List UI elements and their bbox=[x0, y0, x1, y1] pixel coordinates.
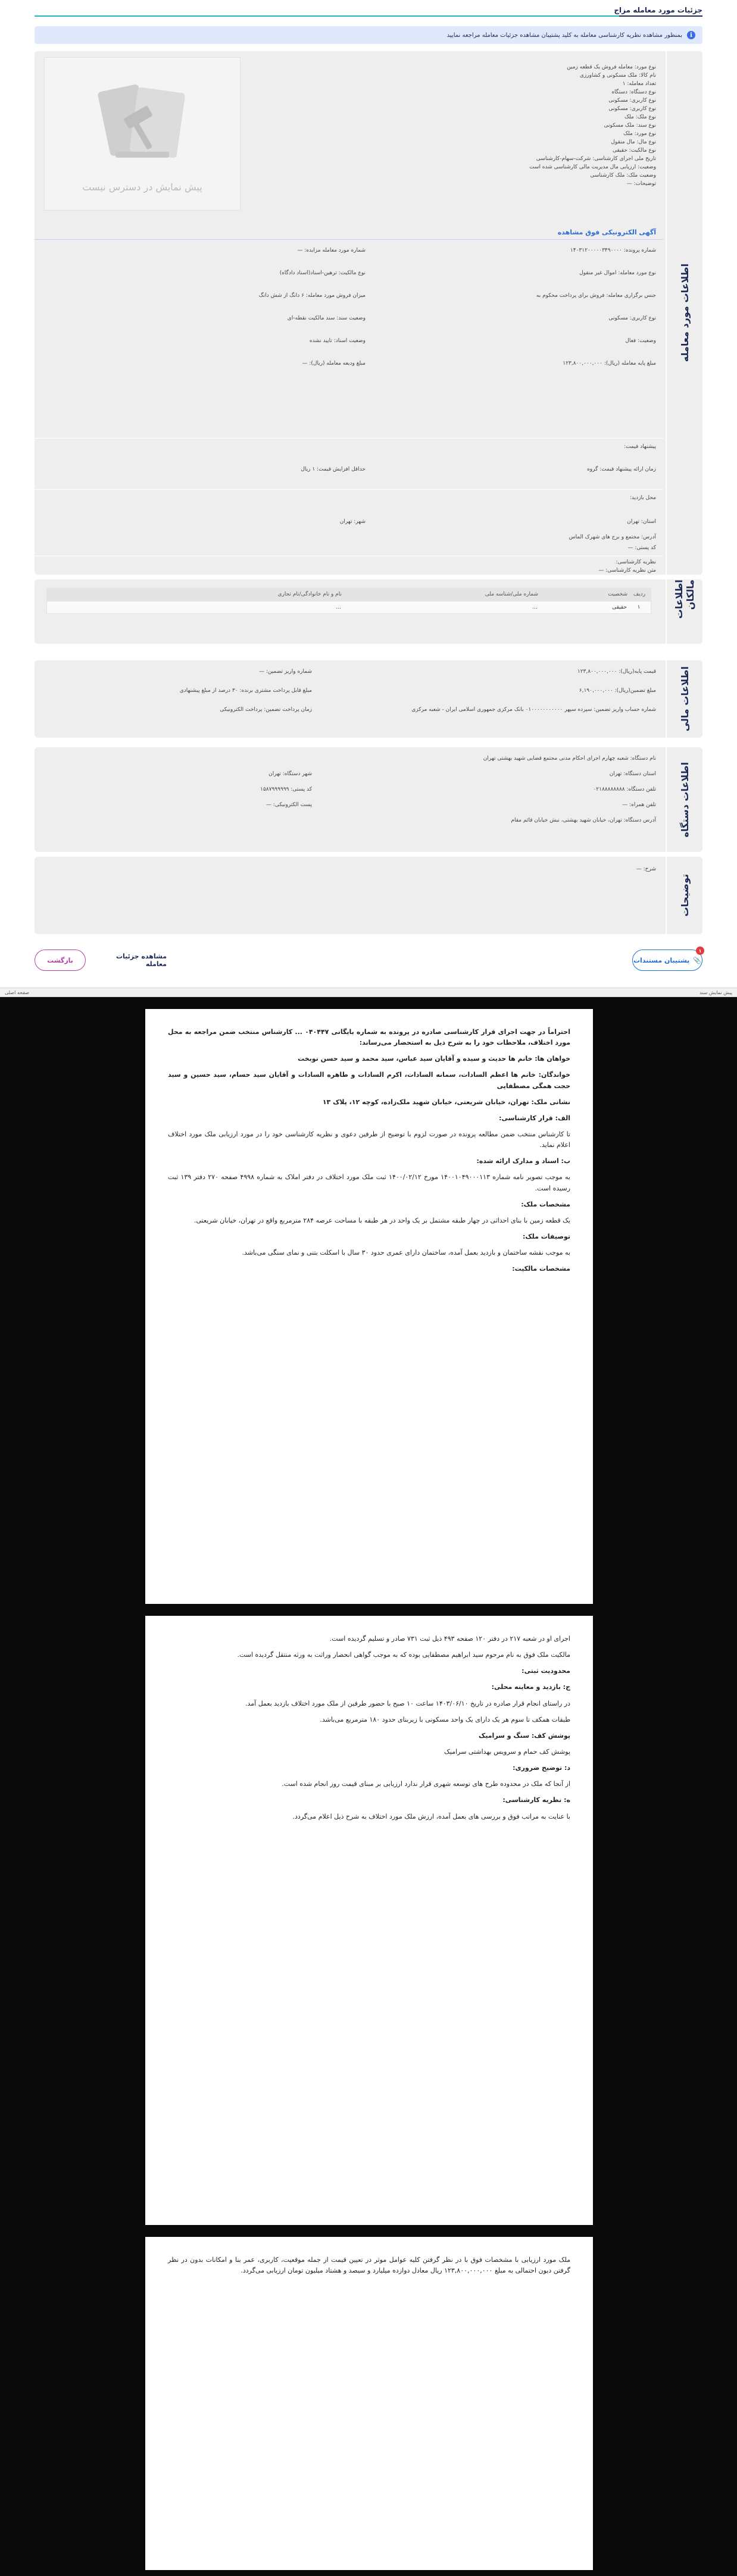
proposal-label: پیشنهاد قیمت: bbox=[624, 444, 656, 450]
viewer-left-label[interactable]: صفحه اصلی bbox=[5, 989, 30, 995]
viewer-toolbar bbox=[0, 988, 737, 997]
section-header: اطلاعات مورد معامله bbox=[666, 51, 702, 575]
section-notes bbox=[35, 857, 702, 934]
document-paragraph: نشانی ملک: تهران، خیابان شریعتی، خیابان شهید ملک‌زاده، کوچه ۱۲، پلاک ۱۳ bbox=[322, 1098, 570, 1106]
view-details-button[interactable]: مشاهده جزئیات معامله bbox=[115, 952, 167, 968]
info-field: آدرس دستگاه: تهران، خیابان شهید بهشتی، نبش خیابان قائم مقام bbox=[511, 817, 656, 823]
notes-text: شرح: — bbox=[636, 866, 656, 872]
paperclip-icon: 📎 bbox=[693, 956, 702, 964]
address-field: آدرس: مجتمع و برج های شهرک الماس bbox=[569, 534, 656, 540]
table-cell: حقیقی bbox=[612, 604, 627, 610]
info-field: تلفن همراه: — bbox=[622, 802, 656, 808]
info-field: استان دستگاه: تهران bbox=[609, 771, 656, 777]
document-paragraph: تا کارشناس منتخب ضمن مطالعه پرونده در صورت لزوم با توضیح از طرفین دعوی و نظریه کارشناسی خود را در مورد ارزیابی ملک مورد اختلاف اعلام نماید. bbox=[168, 1130, 570, 1149]
document-paragraph: به موجب نقشه ساختمان و بازدید بعمل آمده، ساختمان دارای عمری حدود ۳۰ سال با اسکلت بتنی و نمای سنگی می‌باشد. bbox=[242, 1249, 570, 1257]
info-field: مبلغ تضمین(ریال): ۶,۱۹۰,۰۰۰,۰۰۰ bbox=[579, 688, 656, 694]
info-field: وضعیت: ارزیابی مال مدیریت مالی کارشناسی شده است bbox=[529, 164, 656, 170]
section-header: اطلاعات مالکان bbox=[666, 579, 702, 644]
info-field: نوع مالکیت: حقیقی bbox=[613, 148, 656, 153]
notice-banner bbox=[35, 26, 702, 44]
section-owners bbox=[35, 579, 702, 644]
section-body bbox=[35, 51, 663, 575]
info-field: نوع مالکیت: ترهین-اسناد(اسناد دادگاه) bbox=[279, 270, 366, 276]
financial-left-column bbox=[98, 669, 312, 726]
notification-badge: ۱ bbox=[696, 947, 704, 955]
document-paragraph: با عنایت به مراتب فوق و بررسی های بعمل آمده، ارزش ملک مورد اختلاف به شرح ذیل اعلام می‌گردد. bbox=[292, 1812, 570, 1820]
info-field: شماره مورد معامله مزایده: — bbox=[297, 247, 366, 253]
col-header: شماره ملی/شناسه ملی bbox=[485, 591, 538, 597]
summary-list bbox=[382, 64, 656, 189]
info-field: جنس برگزاری معامله: فروش برای پرداخت محکوم به bbox=[536, 293, 656, 299]
postcode-field: کد پستی: — bbox=[627, 545, 656, 551]
info-field: مبلغ قابل پرداخت مشتری برنده: ۳۰ درصد از مبلغ پیشنهادی bbox=[179, 688, 312, 694]
document-paragraph: ه: نظریه کارشناسی: bbox=[502, 1796, 570, 1804]
proposal-time: زمان ارائه پیشنهاد قیمت: گروه bbox=[587, 466, 656, 472]
document-paragraph: خواندگان: خانم ها اعظم السادات، سمانه السادات، اکرم السادات و طاهره السادات و آقایان سید حسام، سید حسین و سید حجت همگی مصطفایی bbox=[168, 1071, 570, 1090]
col-header: نام و نام خانوادگی/نام تجاری bbox=[277, 591, 342, 597]
info-field: نوع کاربری: مسکونی bbox=[608, 98, 656, 104]
info-field: وضعیت سند: سند مالکیت نقطه-ای bbox=[287, 315, 366, 321]
document-paragraph: مالکیت ملک فوق به نام مرحوم سید ابراهیم مصطفایی بوده که به موجب گواهی انحصار وراثت به ورثه منتقل گردیده است. bbox=[237, 1651, 570, 1659]
document-page-3 bbox=[145, 2237, 593, 2570]
col-header: ردیف bbox=[633, 591, 646, 597]
document-paragraph: الف: قرار کارشناسی: bbox=[499, 1114, 570, 1122]
financial-right-column bbox=[323, 669, 656, 726]
page-title: جزئیات مورد معامله مزاج bbox=[614, 6, 702, 14]
back-button[interactable]: بازگشت bbox=[35, 949, 86, 971]
app-window bbox=[0, 0, 737, 988]
table-cell: ... bbox=[532, 604, 538, 610]
info-field: شماره حساب واریز تضمین: سپرده سپهر ۰۱۰۰۰۰۰۰۰۰۰۰۰ بانک مرکزی جمهوری اسلامی ایران - شعبه مرکزی bbox=[411, 707, 656, 713]
viewer-right-label: پیش نمایش سند bbox=[699, 989, 732, 995]
ad-link-rule bbox=[35, 239, 663, 240]
document-paragraph: مشخصات مالکیت: bbox=[512, 1265, 570, 1273]
section-body bbox=[35, 747, 663, 852]
info-field: پست الکترونیکی: — bbox=[266, 802, 312, 808]
info-field: نوع مورد معامله: اموال غیر منقول bbox=[579, 270, 656, 276]
info-field: نوع کاربری: مسکونی bbox=[608, 106, 656, 112]
info-field: کد پستی: ۱۵۸۷۹۹۹۹۹۹ bbox=[260, 786, 312, 792]
section-financial bbox=[35, 660, 702, 738]
info-field: میزان فروش مورد معامله: ۶ دانگ از شش دانگ bbox=[258, 293, 366, 299]
document-paragraph: ملک مورد ارزیابی با مشخصات فوق با در نظر گرفتن کلیه عوامل موثر در تعیین قیمت از جمله موقعیت، کاربری، عمر بنا و امکانات بدون در نظر گرفتن دیون احتمالی به مبلغ ۱۲۳,۸۰۰,۰۰۰,۰۰۰ ریال معادل دوازده میلیارد و سیصد و هشتاد میلیون تومان ارزیابی می‌گردد. bbox=[168, 2256, 570, 2275]
document-paragraph: مشخصات ملک: bbox=[521, 1200, 570, 1208]
section-header: اطلاعات دستگاه bbox=[666, 747, 702, 852]
ad-link[interactable]: آگهی الکترونیکی فوق مشاهده bbox=[557, 228, 656, 236]
section-agency bbox=[35, 747, 702, 852]
info-field: نوع مورد: ملک bbox=[623, 131, 656, 137]
document-paragraph: احتراماً در جهت اجرای قرار کارشناسی صادره در پرونده به شماره بایگانی ۰۴۰۴۴۷ ... کارشناس منتخب ضمن مراجعه به محل مورد اختلاف، ملاحظات خود را به شرح ذیل به استحضار می‌رساند: bbox=[168, 1028, 570, 1047]
info-field: شماره واریز تضمین: — bbox=[259, 669, 312, 675]
document-paragraph: ب: اسناد و مدارک ارائه شده: bbox=[476, 1157, 570, 1165]
document-page-1 bbox=[145, 1009, 593, 1604]
title-rule bbox=[35, 15, 702, 17]
document-paragraph: در راستای انجام قرار صادره در تاریخ ۱۴۰۳/۰۶/۱۰ ساعت ۱۰ صبح با حضور طرفین از ملک مورد اختلاف بازدید بعمل آمد. bbox=[245, 1699, 570, 1707]
document-paragraph: یک قطعه زمین با بنای احداثی در چهار طبقه مشتمل بر یک واحد در هر طبقه با مساحت عرصه ۲۸۴ مترمربع واقع در تهران، خیابان شریعتی. bbox=[194, 1216, 570, 1224]
info-field: نام دستگاه: شعبه چهارم اجرای احکام مدنی مجتمع قضایی شهید بهشتی تهران bbox=[483, 756, 656, 761]
document-paragraph: پوشش کف: سنگ و سرامیک bbox=[478, 1731, 570, 1740]
info-field: تاریخ ملی اجرای کارشناسی: شرکت-سهام-کارشناسی bbox=[536, 156, 656, 162]
document-paragraph: به موجب تصویر نامه شماره ۱۴۰۰۱۰۴۹۰۰۰۱۱۳ مورخ ۱۴۰۰/۰۲/۱۲ ثبت ملک مورد اختلاف در دفتر املاک به شماره ۴۹۹۸ صفحه ۲۷۰ دفتر ۱۳۹ ثبت رسیده است. bbox=[168, 1173, 570, 1192]
info-field: نوع کاربری: مسکونی bbox=[608, 315, 656, 321]
document-paragraph: توصیفات ملک: bbox=[522, 1232, 570, 1240]
no-preview-text: پیش نمایش در دسترس نیست bbox=[82, 181, 202, 193]
info-icon: i bbox=[687, 31, 695, 39]
support-docs-button[interactable]: ۱ 📎 پشتیبان مستندات bbox=[632, 949, 702, 971]
gavel-icon bbox=[92, 76, 193, 171]
document-paragraph: اجرای او در شعبه ۲۱۷ در دفتر ۱۲۰ صفحه ۴۹۳ ذیل ثبت ۷۳۱ صادر و تسلیم گردیده است. bbox=[329, 1635, 570, 1643]
section-transaction-info bbox=[35, 51, 702, 575]
agency-right-column bbox=[323, 756, 656, 833]
info-field: قیمت پایه(ریال): ۱۲۳,۸۰۰,۰۰۰,۰۰۰ bbox=[577, 669, 656, 675]
expert-label: نظریه کارشناسی: bbox=[616, 559, 656, 565]
info-field: نوع مال: مال منقول bbox=[611, 139, 656, 145]
info-field: نام کالا: ملک مسکونی و کشاورزی bbox=[579, 73, 656, 79]
details-left-column bbox=[151, 247, 366, 383]
info-field: نوع ملک: ملک bbox=[624, 114, 656, 120]
info-field: تعداد معامله: ۱ bbox=[622, 81, 656, 87]
document-paragraph: ج: بازدید و معاینه محلی: bbox=[491, 1683, 570, 1691]
owners-table-header bbox=[46, 588, 651, 601]
table-cell: ۱ bbox=[637, 604, 641, 610]
section-header: اطلاعات مالی bbox=[666, 660, 702, 738]
info-field: مبلغ پایه معامله (ریال): ۱۲۳,۸۰۰,۰۰۰,۰۰۰ bbox=[563, 361, 656, 366]
section-header: توضیحات bbox=[666, 857, 702, 934]
title-rule-accent bbox=[619, 15, 702, 17]
owners-table bbox=[46, 588, 651, 614]
section-body bbox=[35, 857, 663, 934]
table-row bbox=[46, 601, 651, 614]
info-field: شماره پرونده: ۱۴۰۳۱۲۰۰۰۰۰۳۴۹۰۰۰۰ bbox=[570, 247, 656, 253]
document-paragraph: پوشش کف حمام و سرویس بهداشتی سرامیک bbox=[444, 1747, 570, 1756]
info-field: وضعیت ملک: ملک کارشناسی bbox=[590, 173, 656, 178]
col-header: شخصیت bbox=[608, 591, 627, 597]
section-body bbox=[35, 579, 663, 644]
info-field: توضیحات: — bbox=[626, 181, 656, 187]
notice-text: بمنظور مشاهده نظریه کارشناسی معامله به کلید پشتیبان مشاهده جزئیات معامله مراجعه نمایید bbox=[446, 32, 682, 39]
image-preview-placeholder bbox=[44, 57, 241, 211]
expert-value: متن نظریه کارشناسی: — bbox=[598, 568, 656, 574]
info-field: نوع سند: ملک مسکونی bbox=[604, 123, 656, 129]
city-field: شهر: تهران bbox=[339, 519, 366, 525]
info-field: نوع مورد: معامله فروش یک قطعه زمین bbox=[567, 64, 656, 70]
document-paragraph: خواهان ها: خانم ها حدیث و سیده و آقایان سید عباس، سید محمد و سید حسن نوبخت bbox=[298, 1055, 570, 1063]
info-field: وضعیت: فعال bbox=[625, 338, 656, 344]
info-field: تلفن دستگاه: ۰۲۱۸۸۸۸۸۸۸۸ bbox=[593, 786, 656, 792]
section-body bbox=[35, 660, 663, 738]
info-field: زمان پرداخت تضمین: پرداخت الکترونیکی bbox=[220, 707, 312, 713]
proposal-increment: حداقل افزایش قیمت: ۱ ریال bbox=[301, 466, 366, 472]
divider bbox=[35, 489, 663, 490]
document-paragraph: محدودیت ثبتی: bbox=[521, 1667, 570, 1675]
info-field: مبلغ ودیعه معامله (ریال): — bbox=[302, 361, 366, 366]
info-field: نوع دستگاه: دستگاه bbox=[611, 89, 656, 95]
document-paragraph: د: توضیح ضروری: bbox=[513, 1764, 570, 1772]
address-label: محل بازدید: bbox=[629, 495, 656, 501]
agency-left-column bbox=[98, 771, 312, 817]
details-right-column bbox=[382, 247, 656, 383]
info-field: وضعیت اسناد: تایید نشده bbox=[309, 338, 366, 344]
document-page-2 bbox=[145, 1616, 593, 2225]
document-paragraph: از آنجا که ملک در محدوده طرح های توسعه شهری قرار ندارد ارزیابی بر مبنای قیمت روز انجام شده است. bbox=[282, 1780, 570, 1788]
document-paragraph: طبقات همکف تا سوم هر یک دارای یک واحد مسکونی با زیربنای حدود ۱۸۰ مترمربع می‌باشد. bbox=[320, 1715, 570, 1723]
province-field: استان: تهران bbox=[627, 519, 656, 525]
info-field: شهر دستگاه: تهران bbox=[268, 771, 312, 777]
table-cell: ... bbox=[336, 604, 341, 610]
